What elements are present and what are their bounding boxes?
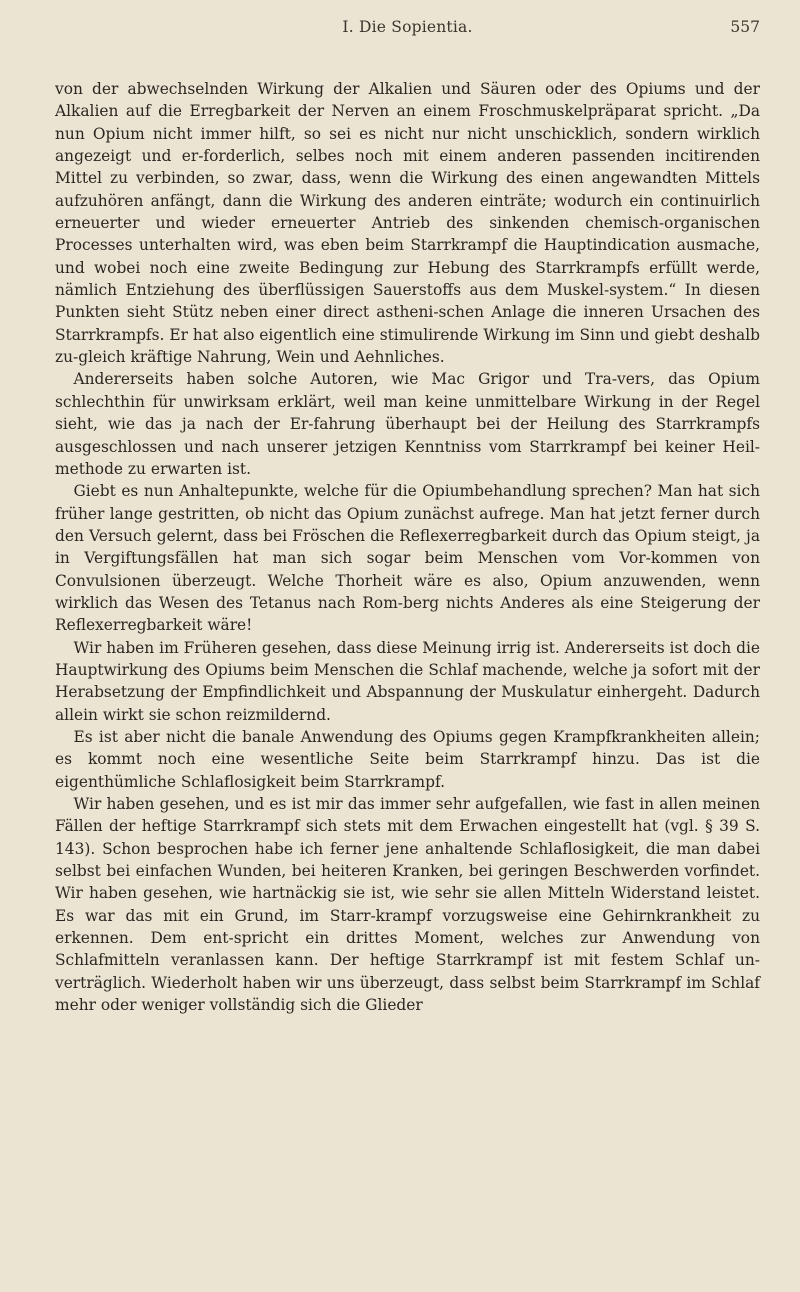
page-number: 557 (730, 18, 760, 36)
running-title: I. Die Sopientia. (342, 18, 473, 36)
paragraph-1: von der abwechselnden Wirkung der Alkalien und Säuren oder des Opiums und der Alkalien auf die Erregbarkeit der Nerven an einem Froschmuskelpräparat spricht. „Da nun Opium nicht immer hilft, so sei es nicht nur nicht unschicklich, sondern wirklich angezeigt und er-forderlich, selbes noch mit einem anderen passenden incitirenden Mittel zu verbinden, so zwar, dass, wenn die Wirkung des einen angewandten Mittels aufzuhören anfängt, dann die Wirkung des anderen einträte; wodurch ein continuirlich erneuerter und wieder erneuerter Antrieb des sinkenden chemisch-organischen Processes unterhalten wird, was eben beim Starrkrampf die Hauptindication ausmache, und wobei noch eine zweite Bedingung zur Hebung des Starrkrampfs erfüllt werde, nämlich Entziehung des überflüssigen Sauerstoffs aus dem Muskel-system.“ In diesen Punkten sieht Stütz neben einer direct astheni-schen Anlage die inneren Ursachen des Starrkrampfs. Er hat also eigentlich eine stimulirende Wirkung im Sinn und giebt deshalb zu-gleich kräftige Nahrung, Wein und Aehnliches. (55, 80, 760, 367)
paragraph-5: Es ist aber nicht die banale Anwendung des Opiums gegen Krampfkrankheiten allein; es kommt noch eine wesentliche Seite beim Starrkrampf hinzu. Das ist die eigenthümliche Schlaflosigkeit beim Starrkrampf. (55, 727, 760, 791)
paragraph-4: Wir haben im Früheren gesehen, dass diese Meinung irrig ist. Andererseits ist doch die Hauptwirkung des Opiums beim Menschen die Schlaf machende, welche ja sofort mit der Herabsetzung der Empfindlichkeit und Abspannung der Muskulatur einhergeht. Dadurch allein wirkt sie schon reizmildernd. (55, 638, 760, 724)
paragraph-2: Andererseits haben solche Autoren, wie Mac Grigor und Tra-vers, das Opium schlechthin für unwirksam erklärt, weil man keine unmittelbare Wirkung in der Regel sieht, wie das ja nach der Er-fahrung überhaupt bei der Heilung des Starrkrampfs ausgeschlossen und nach unserer jetzigen Kenntniss vom Starrkrampf bei keiner Heil-methode zu erwarten ist. (55, 370, 760, 478)
body-text (55, 78, 760, 1016)
paragraph-6: Wir haben gesehen, und es ist mir das immer sehr aufgefallen, wie fast in allen meinen Fällen der heftige Starrkrampf sich stets mit dem Erwachen eingestellt hat (vgl. § 39 S. 143). Schon besprochen habe ich ferner jene anhaltende Schlaflosigkeit, die man dabei selbst bei einfachen Wunden, bei heiteren Kranken, bei geringen Beschwerden vorfindet. Wir haben gesehen, wie hartnäckig sie ist, wie sehr sie allen Mitteln Widerstand leistet. Es war das mit ein Grund, im Starr-krampf vorzugsweise eine Gehirnkrankheit zu erkennen. Dem ent-spricht ein drittes Moment, welches zur Anwendung von Schlafmitteln veranlassen kann. Der heftige Starrkrampf ist mit festem Schlaf un-verträglich. Wiederholt haben wir uns überzeugt, dass selbst beim Starrkrampf im Schlaf mehr oder weniger vollständig sich die Glieder (55, 795, 760, 1015)
paragraph-3: Giebt es nun Anhaltepunkte, welche für die Opiumbehandlung sprechen? Man hat sich früher lange gestritten, ob nicht das Opium zunächst aufrege. Man hat jetzt ferner durch den Versuch gelernt, dass bei Fröschen die Reflexerregbarkeit durch das Opium steigt, ja in Vergiftungsfällen hat man sich sogar beim Menschen vom Vor-kommen von Convulsionen überzeugt. Welche Thorheit wäre es also, Opium anzuwenden, wenn wirklich das Wesen des Tetanus nach Rom-berg nichts Anderes als eine Steigerung der Reflexerregbarkeit wäre! (55, 482, 760, 635)
page-header (55, 18, 760, 42)
